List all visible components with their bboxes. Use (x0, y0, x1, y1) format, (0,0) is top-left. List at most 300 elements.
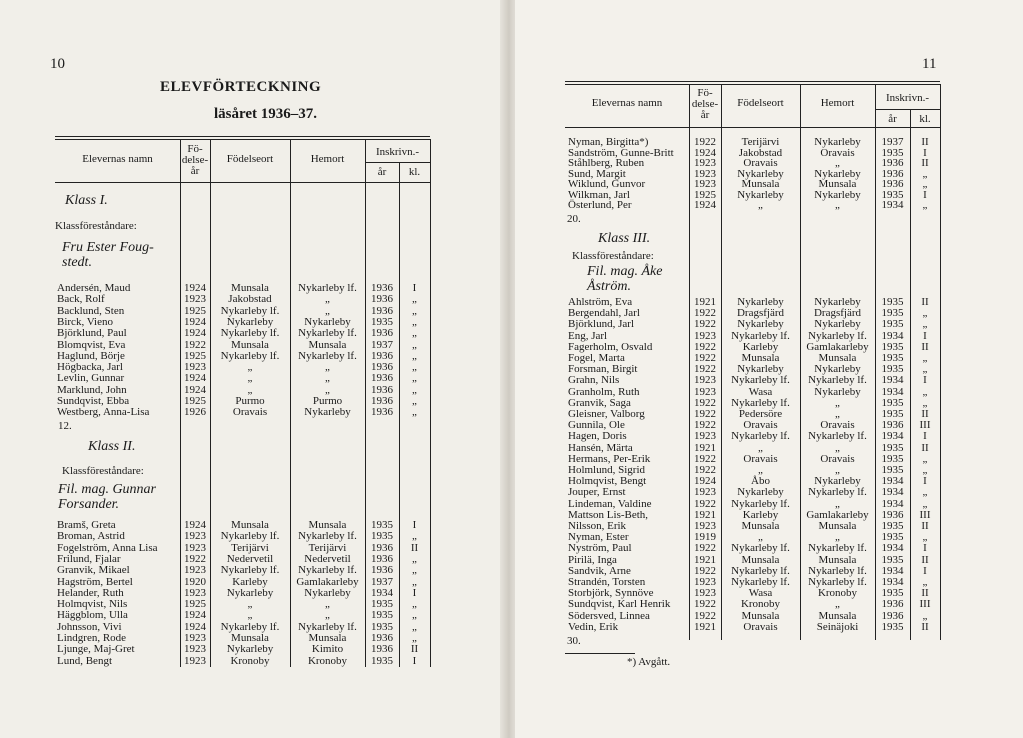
class-1-teacher-label: Klassföreståndare: (55, 220, 137, 232)
cell-birthplace: Terijärvi (231, 541, 269, 554)
cell-year: 1922 (694, 363, 716, 376)
cell-enroll-class: II (921, 408, 929, 420)
cell-enroll-class: „ (412, 315, 417, 328)
cell-name: Wilkman, Jarl (568, 188, 630, 201)
table-row (515, 587, 1023, 599)
cell-birthplace: Oravais (743, 419, 778, 432)
table-row (0, 542, 505, 554)
cell-home: Munsala (308, 519, 347, 531)
cell-home: Kronoby (307, 654, 348, 667)
cell-enroll-class: „ (412, 327, 417, 340)
cell-enroll-class: „ (922, 497, 928, 510)
cell-home: Nedervetil (304, 552, 351, 565)
col-home-header: Hemort (310, 153, 345, 165)
cell-birthplace: Munsala (231, 282, 269, 294)
cell-name: Holmqvist, Nils (57, 598, 128, 611)
table-row (0, 598, 505, 610)
cell-name: Sandström, Gunne-Britt (568, 146, 674, 159)
cell-home: „ (325, 304, 330, 317)
cell-enroll-class: „ (412, 632, 417, 644)
cell-enroll-year: 1935 (881, 296, 904, 308)
cell-name: Nilsson, Erik (568, 520, 627, 532)
table-row (0, 282, 505, 294)
cell-birthplace: Munsala (231, 519, 269, 531)
cell-name: Blomqvist, Eva (57, 338, 126, 351)
class-3-count: 30. (567, 635, 581, 647)
cell-name: Helander, Ruth (57, 586, 124, 599)
cell-enroll-class: „ (412, 304, 417, 317)
col-enroll-class-header: kl. (919, 113, 931, 125)
cell-birthplace: Oravais (743, 620, 778, 633)
cell-enroll-year: 1935 (881, 318, 904, 331)
cell-birthplace: Nykarleby (737, 486, 784, 499)
cell-enroll-class: I (412, 519, 417, 531)
cell-year: 1921 (694, 441, 716, 454)
cell-year: 1922 (694, 542, 716, 555)
cell-name: Häggblom, Ulla (57, 609, 128, 622)
cell-home: „ (325, 609, 330, 622)
cell-birthplace: Nykarleby (226, 586, 274, 599)
cell-birthplace: Nykarleby lf. (731, 542, 790, 555)
cell-name: Gunnila, Ole (568, 419, 625, 432)
col-enroll-year-header: år (377, 166, 387, 178)
cell-year: 1919 (694, 531, 716, 544)
cell-name: Mattson Lis-Beth, (568, 508, 649, 521)
cell-birthplace: Nykarleby lf. (731, 564, 790, 577)
table-row (0, 316, 505, 328)
table-row (515, 453, 1023, 465)
cell-name: Nyman, Ester (568, 531, 629, 544)
table-row (0, 587, 505, 599)
cell-home: Nykarleby lf. (298, 349, 357, 362)
cell-year: 1923 (694, 374, 716, 387)
cell-year: 1922 (694, 564, 716, 577)
cell-birthplace: Kronoby (230, 654, 270, 667)
cell-home: Munsala (818, 352, 857, 364)
cell-enroll-class: II (921, 157, 929, 169)
cell-birthplace: Dragsfjärd (736, 307, 785, 320)
cell-enroll-year: 1936 (371, 383, 393, 396)
table-row (0, 327, 505, 339)
cell-birthplace: Nykarleby lf. (731, 374, 790, 387)
table-row (0, 372, 505, 384)
table-row (0, 519, 505, 531)
cell-enroll-class: „ (922, 167, 928, 180)
cell-enroll-class: II (921, 587, 929, 600)
cell-home: Oravais (820, 452, 855, 465)
cell-name: Sundqvist, Karl Henrik (568, 598, 671, 611)
cell-name: Högbacka, Jarl (57, 361, 123, 374)
table-row (0, 609, 505, 621)
cell-enroll-year: 1935 (371, 519, 393, 531)
cell-home: „ (835, 531, 840, 544)
table-row (515, 475, 1023, 487)
table-row (0, 406, 505, 418)
cell-enroll-class: „ (922, 385, 928, 398)
cell-birthplace: Karleby (742, 340, 779, 353)
cell-enroll-year: 1936 (371, 395, 393, 407)
table-row (515, 509, 1023, 521)
cell-birthplace: Munsala (231, 338, 269, 351)
cell-enroll-year: 1935 (371, 609, 393, 622)
cell-enroll-year: 1937 (371, 338, 393, 351)
cell-enroll-year: 1936 (371, 327, 393, 340)
table-row (515, 363, 1023, 375)
cell-birthplace: Nykarleby lf. (220, 304, 280, 317)
cell-enroll-year: 1936 (881, 157, 904, 169)
cell-enroll-year: 1936 (881, 598, 904, 611)
cell-name: Nyström, Paul (568, 542, 632, 555)
cell-birthplace: Munsala (741, 520, 780, 532)
cell-birthplace: Nykarleby lf. (731, 576, 790, 588)
cell-home: „ (835, 598, 840, 611)
cell-birthplace: Karleby (232, 575, 268, 588)
cell-enroll-year: 1934 (881, 576, 904, 588)
table-row (0, 305, 505, 317)
cell-enroll-year: 1935 (881, 553, 904, 566)
cell-year: 1922 (694, 352, 716, 364)
cell-name: Hagen, Doris (568, 430, 627, 443)
cell-enroll-class: „ (412, 395, 417, 407)
cell-year: 1924 (184, 609, 206, 622)
cell-year: 1922 (694, 598, 716, 611)
cell-year: 1923 (694, 178, 716, 190)
cell-home: Nykarleby lf. (298, 564, 357, 577)
cell-birthplace: Nykarleby (737, 188, 784, 201)
cell-year: 1923 (184, 530, 206, 543)
cell-home: Nykarleby (814, 475, 861, 488)
cell-enroll-class: II (921, 553, 929, 566)
cell-name: Jouper, Ernst (568, 486, 626, 499)
cell-enroll-year: 1935 (881, 307, 904, 320)
cell-home: Nykarleby lf. (298, 282, 357, 294)
cell-year: 1923 (184, 361, 206, 374)
col-enroll-year-header: år (888, 113, 897, 125)
cell-home: Purmo (312, 395, 343, 407)
cell-home: Gamlakarleby (806, 508, 869, 521)
table-row (515, 621, 1023, 633)
cell-year: 1922 (694, 452, 716, 465)
cell-home: Kimito (311, 643, 344, 656)
cell-enroll-class: „ (412, 349, 417, 362)
class-2-teacher-label: Klassföreståndare: (62, 465, 144, 477)
cell-enroll-class: „ (412, 530, 417, 543)
cell-name: Holmlund, Sigrid (568, 464, 646, 476)
cell-home: Nykarleby lf. (808, 329, 867, 342)
cell-name: Ljunge, Maj-Gret (57, 643, 135, 656)
table-row (515, 464, 1023, 476)
cell-home: „ (835, 497, 840, 510)
table-row (0, 632, 505, 644)
table-row (515, 430, 1023, 442)
cell-name: Holmqvist, Bengt (568, 475, 647, 488)
table-row (0, 576, 505, 588)
cell-birthplace: Pedersöre (738, 408, 783, 420)
cell-year: 1923 (184, 564, 206, 577)
table-row (515, 307, 1023, 319)
cell-year: 1924 (184, 282, 206, 294)
cell-enroll-year: 1935 (881, 352, 904, 364)
cell-birthplace: Kronoby (740, 598, 781, 611)
cell-enroll-year: 1935 (881, 452, 904, 465)
cell-enroll-class: „ (922, 452, 928, 465)
table-row (0, 395, 505, 407)
cell-year: 1924 (184, 327, 206, 340)
cell-enroll-year: 1936 (371, 541, 393, 554)
page-title: ELEVFÖRTECKNING (160, 79, 322, 95)
cell-enroll-class: II (921, 136, 929, 148)
col-birthplace-header: Födelseort (737, 97, 784, 109)
right-page (515, 0, 1023, 738)
cell-home: „ (835, 464, 840, 476)
cell-name: Strandén, Torsten (568, 576, 646, 588)
cell-enroll-class: I (923, 542, 927, 555)
cell-home: Dragsfjärd (813, 307, 862, 320)
cell-name: Sandvik, Arne (568, 564, 631, 577)
cell-birthplace: Nykarleby (226, 643, 274, 656)
cell-home: Terijärvi (308, 541, 347, 554)
table-row (515, 408, 1023, 420)
cell-birthplace: Nykarleby (737, 296, 784, 308)
cell-year: 1923 (184, 586, 206, 599)
cell-enroll-year: 1935 (881, 441, 904, 454)
cell-enroll-class: II (921, 441, 929, 454)
cell-enroll-year: 1935 (371, 654, 393, 667)
cell-enroll-class: „ (412, 564, 417, 577)
cell-enroll-class: I (412, 654, 417, 667)
cell-enroll-class: I (412, 282, 417, 294)
cell-year: 1925 (694, 188, 716, 201)
cell-home: Nykarleby lf. (298, 327, 357, 340)
cell-home: Oravais (820, 419, 855, 432)
cell-name: Granvik, Saga (568, 396, 631, 409)
cell-enroll-class: I (923, 329, 927, 342)
table-row (515, 341, 1023, 353)
cell-enroll-class: „ (412, 609, 417, 622)
cell-enroll-year: 1934 (881, 374, 904, 387)
table-row (515, 554, 1023, 566)
cell-birthplace: Jakobstad (738, 146, 783, 159)
table-row (515, 318, 1023, 330)
cell-name: Fogel, Marta (568, 352, 625, 364)
cell-home: Gamlakarleby (806, 340, 869, 353)
cell-year: 1923 (694, 157, 716, 169)
page-subtitle: läsåret 1936–37. (214, 106, 318, 122)
cell-home: „ (835, 408, 840, 420)
cell-name: Ståhlberg, Ruben (568, 157, 645, 169)
cell-name: Backlund, Sten (57, 304, 125, 317)
cell-home: Oravais (820, 146, 855, 159)
cell-home: „ (835, 396, 840, 409)
cell-birthplace: Karleby (742, 508, 779, 521)
cell-enroll-year: 1934 (371, 586, 393, 599)
table-row (0, 621, 505, 633)
cell-name: Johnsson, Vivi (57, 620, 122, 633)
cell-enroll-class: II (921, 296, 929, 308)
cell-year: 1923 (694, 587, 716, 600)
cell-name: Lindgren, Rode (57, 632, 127, 644)
cell-home: Nykarleby (814, 136, 861, 148)
cell-year: 1922 (694, 497, 716, 510)
table-row (515, 419, 1023, 431)
table-row (515, 598, 1023, 610)
cell-enroll-class: „ (922, 199, 928, 211)
cell-enroll-class: I (923, 430, 927, 443)
cell-name: Andersén, Maud (57, 282, 131, 294)
cell-name: Vedin, Erik (568, 620, 619, 633)
cell-birthplace: Jakobstad (228, 293, 272, 306)
cell-birthplace: Nykarleby lf. (220, 530, 280, 543)
cell-year: 1923 (694, 486, 716, 499)
cell-year: 1924 (184, 620, 206, 633)
cell-name: Bergendahl, Jarl (568, 307, 640, 320)
cell-enroll-year: 1936 (371, 406, 393, 419)
cell-birthplace: „ (247, 372, 253, 385)
cell-name: Pirilä, Inga (568, 553, 617, 566)
cell-home: Nykarleby lf. (298, 530, 357, 543)
cell-enroll-year: 1936 (371, 552, 393, 565)
cell-name: Ahlström, Eva (568, 296, 633, 308)
cell-enroll-year: 1935 (881, 464, 904, 476)
cell-birthplace: „ (758, 464, 763, 476)
cell-enroll-year: 1937 (881, 136, 904, 148)
cell-year: 1925 (184, 349, 206, 362)
cell-birthplace: Nykarleby (737, 363, 784, 376)
cell-name: Forsman, Birgit (568, 363, 638, 376)
class-3-teacher-label: Klassföreståndare: (572, 250, 654, 262)
cell-enroll-year: 1935 (881, 587, 904, 600)
cell-year: 1922 (694, 464, 716, 476)
cell-birthplace: „ (247, 361, 253, 374)
cell-enroll-year: 1934 (881, 329, 904, 342)
table-row (515, 442, 1023, 454)
cell-year: 1922 (694, 307, 716, 320)
cell-birthplace: Nykarleby lf. (731, 497, 790, 510)
cell-birthplace: „ (758, 199, 763, 211)
cell-name: Fogelström, Anna Lisa (57, 541, 158, 554)
cell-birthplace: Munsala (741, 553, 780, 566)
cell-home: Nykarleby (814, 318, 861, 331)
cell-name: Birck, Vieno (57, 315, 113, 328)
cell-enroll-year: 1934 (881, 497, 904, 510)
cell-enroll-year: 1936 (881, 178, 904, 190)
cell-enroll-class: II (921, 520, 929, 532)
cell-home: Kronoby (817, 587, 858, 600)
cell-enroll-year: 1936 (371, 293, 393, 306)
cell-home: Nykarleby (304, 315, 351, 328)
cell-enroll-class: „ (922, 318, 928, 331)
cell-enroll-year: 1936 (371, 632, 393, 644)
cell-enroll-class: III (919, 508, 931, 521)
cell-enroll-year: 1934 (881, 199, 904, 211)
cell-name: Storbjörk, Synnöve (568, 587, 654, 600)
cell-home: Nykarleby lf. (808, 486, 867, 499)
cell-enroll-class: I (923, 374, 927, 387)
cell-birthplace: „ (247, 598, 253, 611)
class-2-teacher: Fil. mag. Gunnar Forsander. (58, 482, 156, 512)
cell-enroll-class: „ (922, 464, 928, 476)
cell-enroll-year: 1936 (881, 419, 904, 432)
cell-home: Munsala (818, 178, 857, 190)
cell-name: Grahn, Nils (568, 374, 620, 387)
cell-year: 1922 (184, 338, 206, 351)
cell-home: Nykarleby (814, 385, 861, 398)
cell-enroll-year: 1935 (881, 340, 904, 353)
cell-year: 1923 (694, 167, 716, 180)
cell-enroll-class: I (923, 146, 927, 159)
cell-home: „ (325, 293, 330, 306)
cell-name: Bramš, Greta (57, 519, 116, 531)
class-2-title: Klass II. (88, 439, 136, 454)
page-number: 10 (50, 56, 65, 72)
cell-birthplace: Nykarleby lf. (731, 396, 790, 409)
cell-home: Munsala (818, 553, 857, 566)
cell-birthplace: „ (247, 609, 253, 622)
cell-enroll-year: 1934 (881, 475, 904, 488)
cell-enroll-year: 1936 (371, 361, 393, 374)
cell-home: „ (325, 361, 330, 374)
cell-enroll-year: 1934 (881, 542, 904, 555)
cell-name: Fagerholm, Osvald (568, 340, 653, 353)
cell-year: 1921 (694, 508, 716, 521)
cell-enroll-year: 1935 (881, 620, 904, 633)
cell-year: 1922 (694, 408, 716, 420)
cell-year: 1923 (184, 293, 206, 306)
cell-enroll-year: 1935 (881, 408, 904, 420)
cell-home: Nykarleby lf. (808, 374, 867, 387)
col-name-header: Elevernas namn (591, 97, 663, 109)
cell-year: 1922 (694, 318, 716, 331)
table-row (0, 361, 505, 373)
cell-year: 1922 (694, 396, 716, 409)
table-row (515, 352, 1023, 364)
cell-enroll-year: 1934 (881, 430, 904, 443)
cell-enroll-class: „ (922, 363, 928, 376)
cell-home: Nykarleby (814, 188, 861, 201)
cell-name: Björklund, Jarl (568, 318, 634, 331)
cell-name: Österlund, Per (568, 199, 632, 211)
cell-name: Björklund, Paul (57, 327, 127, 340)
cell-year: 1924 (184, 519, 206, 531)
cell-year: 1923 (184, 541, 206, 554)
cell-enroll-year: 1935 (881, 146, 904, 159)
cell-enroll-class: II (410, 541, 419, 554)
table-row (0, 553, 505, 565)
cell-name: Lindeman, Valdine (568, 497, 652, 510)
cell-year: 1924 (694, 146, 716, 159)
cell-enroll-class: II (921, 620, 929, 633)
cell-name: Hagström, Bertel (57, 575, 133, 588)
table-row (0, 655, 505, 667)
table-row (515, 542, 1023, 554)
cell-enroll-class: „ (922, 609, 928, 622)
cell-name: Frilund, Fjalar (57, 552, 121, 565)
cell-home: Munsala (818, 520, 857, 532)
cell-enroll-year: 1935 (371, 598, 393, 611)
cell-home: Nykarleby (814, 167, 861, 180)
cell-birthplace: „ (758, 531, 763, 544)
cell-name: Westberg, Anna-Lisa (57, 406, 150, 419)
table-row (515, 531, 1023, 543)
class-3-teacher: Fil. mag. Åke Åström. (587, 264, 663, 294)
col-birthplace-header: Födelseort (226, 153, 274, 165)
cell-home: „ (325, 372, 330, 385)
cell-birthplace: Purmo (235, 395, 265, 407)
cell-enroll-class: „ (412, 383, 417, 396)
cell-enroll-year: 1935 (881, 520, 904, 532)
cell-year: 1922 (694, 136, 716, 148)
cell-enroll-class: „ (922, 352, 928, 364)
